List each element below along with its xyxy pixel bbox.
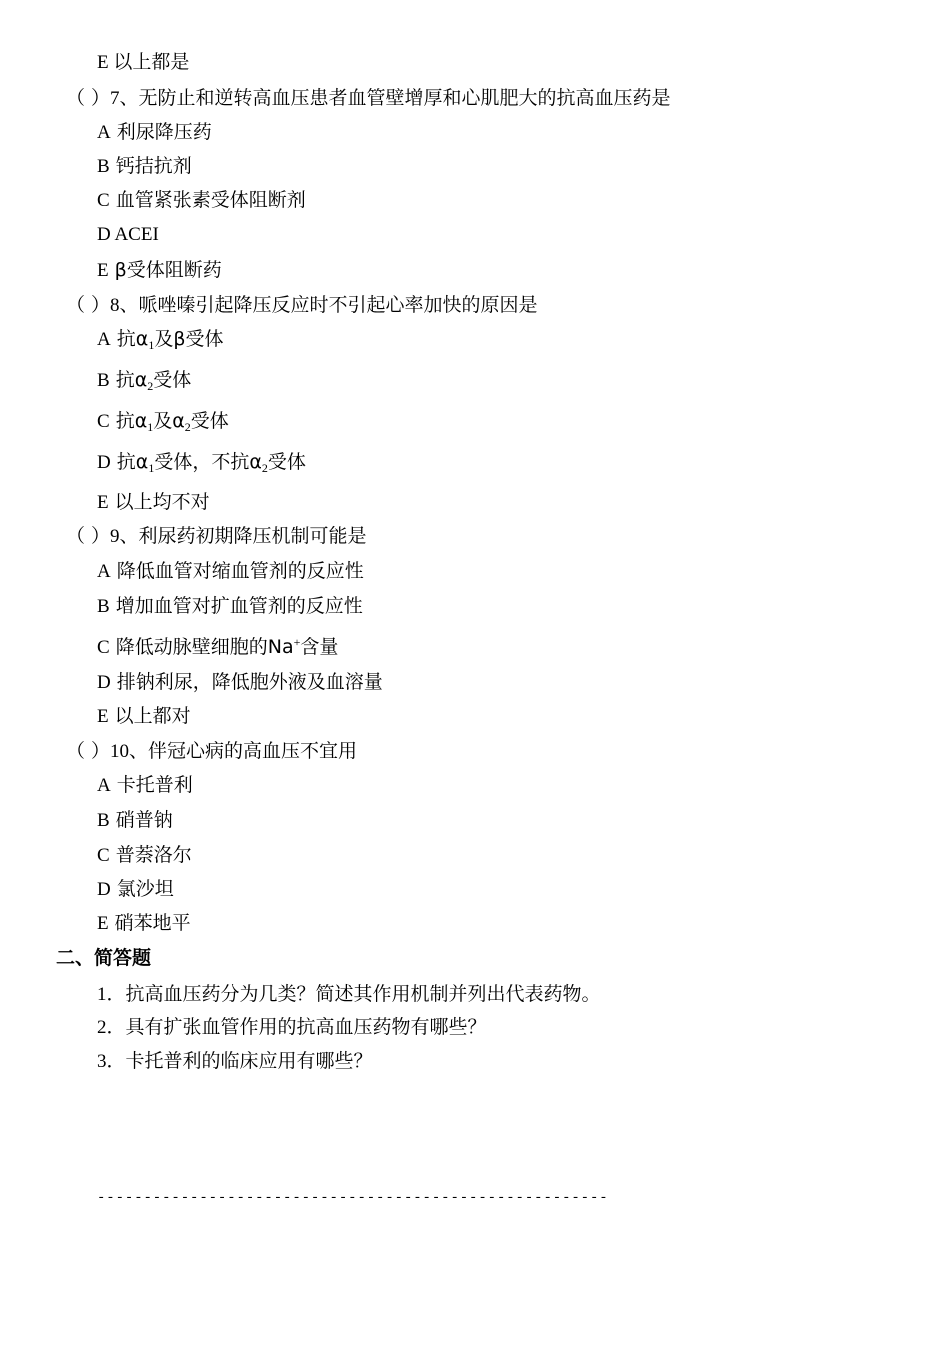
- q8-option-b: B 抗$\alpha_2$受体: [97, 369, 192, 393]
- q7-option-b: B 钙拮抗剂: [97, 155, 192, 177]
- short-answer-2: 2．具有扩张血管作用的抗高血压药物有哪些？: [97, 1016, 487, 1038]
- q8-option-d: D 抗$\alpha_1$受体，不抗$\alpha_2$受体: [97, 451, 306, 475]
- question-7: （ ）7、无防止和逆转高血压患者血管壁增厚和心肌肥大的抗高血压药是: [66, 87, 671, 109]
- q7-option-a: A 利尿降压药: [97, 121, 212, 143]
- question-9: （ ）9、利尿药初期降压机制可能是: [66, 525, 367, 547]
- short-answer-3: 3．卡托普利的临床应用有哪些？: [97, 1050, 373, 1072]
- q7-option-e: E β受体阻断药: [97, 259, 222, 281]
- short-answer-1: 1．抗高血压药分为几类？简述其作用机制并列出代表药物。: [97, 983, 601, 1005]
- q9-option-d: D 排钠利尿，降低胞外液及血溶量: [97, 671, 383, 693]
- question-10: （ ）10、伴冠心病的高血压不宜用: [66, 740, 358, 762]
- q10-option-d: D 氯沙坦: [97, 878, 174, 900]
- q8-option-c: C 抗$\alpha_1$及$\alpha_2$受体: [97, 410, 229, 434]
- q10-option-a: A 卡托普利: [97, 774, 193, 796]
- q9-option-c: C 降低动脉壁细胞的Na+含量: [97, 635, 339, 658]
- q10-option-c: C 普萘洛尔: [97, 844, 192, 866]
- q7-option-d: D ACEI: [97, 224, 159, 245]
- q8-option-a: A 抗$\alpha_1$及β受体: [97, 328, 224, 352]
- q7-option-c: C 血管紧张素受体阻断剂: [97, 189, 306, 211]
- q9-option-a: A 降低血管对缩血管剂的反应性: [97, 560, 364, 582]
- q10-option-b: B 硝普钠: [97, 809, 173, 831]
- q9-option-b: B 增加血管对扩血管剂的反应性: [97, 595, 363, 617]
- q10-option-e: E 硝苯地平: [97, 912, 191, 934]
- q8-option-e: E 以上均不对: [97, 491, 210, 513]
- q6-option-e: E 以上都是: [97, 51, 190, 73]
- q9-option-e: E 以上都对: [97, 705, 191, 727]
- dashed-divider: -------------------------------------------------------: [97, 1190, 609, 1206]
- section-heading: 二、简答题: [56, 947, 152, 969]
- question-8: （ ）8、哌唑嗪引起降压反应时不引起心率加快的原因是: [66, 294, 538, 316]
